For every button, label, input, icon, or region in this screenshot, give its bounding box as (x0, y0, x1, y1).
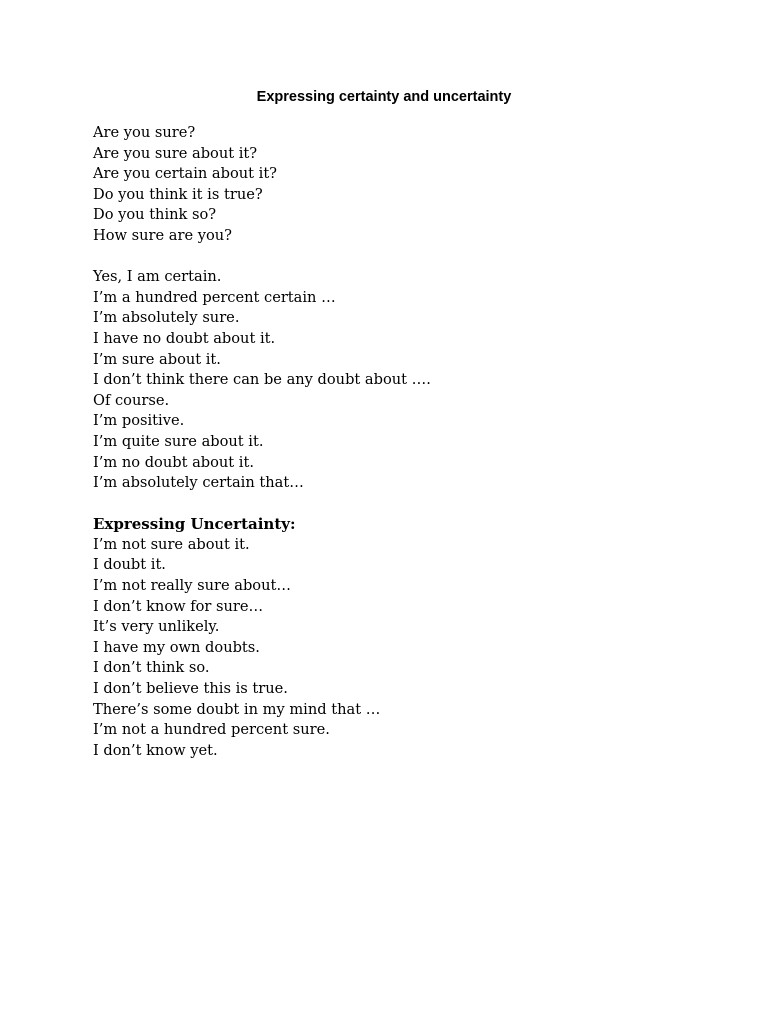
question-line: Do you think so? (93, 206, 217, 224)
paragraph-gap (93, 494, 713, 515)
uncertainty-section (93, 514, 713, 761)
uncertainty-line: I’m not sure about it. (93, 535, 250, 553)
question-line: Are you certain about it? (93, 165, 278, 183)
document-title: Expressing certainty and uncertainty (256, 89, 512, 105)
question-line: Are you sure? (93, 124, 196, 141)
uncertainty-line: I don’t know for sure… (93, 597, 264, 615)
certainty-line: I have no doubt about it. (93, 329, 276, 347)
certainty-line: I’m absolutely sure. (93, 309, 240, 327)
questions-list (93, 123, 713, 247)
document-body (93, 123, 713, 761)
question-line: How sure are you? (93, 226, 232, 244)
uncertainty-line: I don’t believe this is true. (93, 680, 288, 698)
question-line: Are you sure about it? (93, 144, 258, 162)
uncertainty-line: I have my own doubts. (93, 638, 260, 656)
certainty-line: I’m no doubt about it. (93, 453, 254, 471)
paragraph-gap (93, 247, 713, 268)
certainty-line: I’m a hundred percent certain … (93, 288, 336, 306)
certainty-line: I don’t think there can be any doubt about …. (93, 371, 431, 389)
uncertainty-line: I’m not really sure about… (93, 577, 291, 595)
uncertainty-line: There’s some doubt in my mind that … (93, 700, 381, 718)
certainty-line: I’m positive. (93, 412, 185, 430)
certainty-list (93, 267, 713, 494)
uncertainty-line: It’s very unlikely. (93, 618, 220, 636)
uncertainty-line: I don’t know yet. (93, 741, 218, 759)
uncertainty-line: I don’t think so. (93, 659, 210, 677)
certainty-line: I’m quite sure about it. (93, 432, 264, 450)
uncertainty-heading: Expressing Uncertainty: (93, 515, 296, 534)
uncertainty-line: I’m not a hundred percent sure. (93, 721, 330, 739)
certainty-line: I’m absolutely certain that… (93, 474, 304, 492)
uncertainty-line: I doubt it. (93, 556, 166, 574)
certainty-line: Yes, I am certain. (93, 268, 222, 286)
question-line: Do you think it is true? (93, 185, 263, 203)
certainty-line: Of course. (93, 391, 170, 409)
certainty-line: I’m sure about it. (93, 350, 221, 368)
